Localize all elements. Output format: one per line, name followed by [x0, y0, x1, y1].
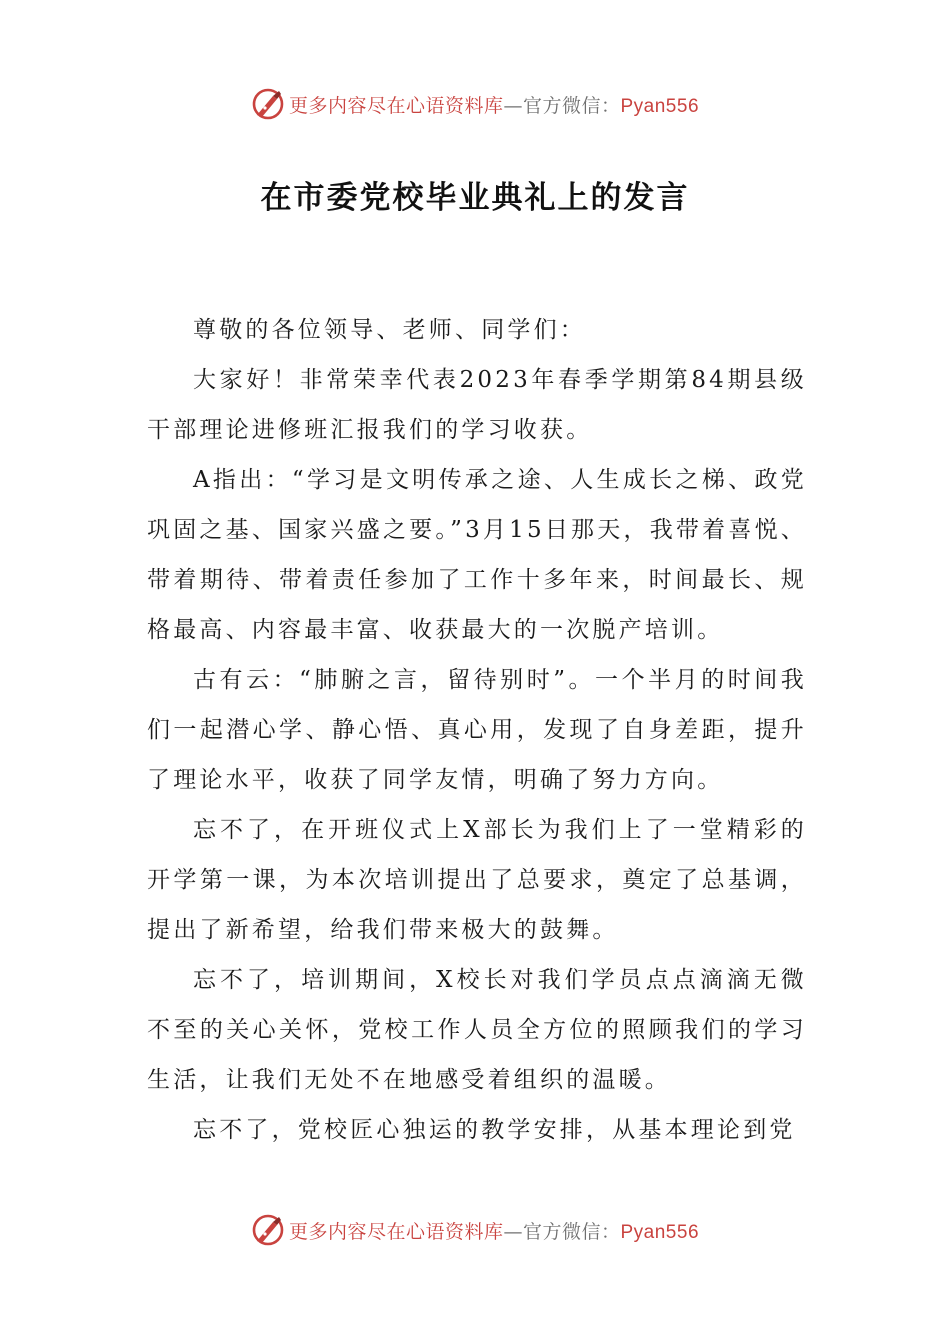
- paragraph: 忘不了，培训期间，X校长对我们学员点点滴滴无微不至的关心关怀，党校工作人员全方位的照顾我们的学习生活，让我们无处不在地感受着组织的温暖。: [147, 967, 807, 1093]
- watermark-wechat-id: Pyan556: [620, 95, 700, 117]
- watermark-text: [289, 1217, 699, 1244]
- paragraph-salutation: 尊敬的各位领导、老师、同学们：: [193, 317, 586, 343]
- watermark-brand: 更多内容尽在心语资料库: [288, 1220, 504, 1243]
- footer-watermark: [0, 1210, 950, 1250]
- watermark-brand: 更多内容尽在心语资料库: [288, 94, 504, 117]
- watermark-dash: —: [503, 1220, 523, 1243]
- watermark-wechat-id: Pyan556: [620, 1221, 700, 1243]
- paragraph: 忘不了，在开班仪式上X部长为我们上了一堂精彩的开学第一课，为本次培训提出了总要求，奠定了总基调，提出了新希望，给我们带来极大的鼓舞。: [147, 817, 807, 943]
- document-title: 在市委党校毕业典礼上的发言: [260, 180, 690, 216]
- paragraph: 忘不了，党校匠心独运的教学安排，从基本理论到党: [193, 1117, 796, 1143]
- watermark-text: [289, 91, 699, 118]
- pen-nib-circle-icon: [251, 87, 285, 121]
- paragraph: A指出：“学习是文明传承之途、人生成长之梯、政党巩固之基、国家兴盛之要。”3月15日那天，我带着喜悦、带着期待、带着责任参加了工作十多年来，时间最长、规格最高、内容最丰富、收获最大的一次脱产培训。: [147, 467, 807, 643]
- paragraph: 大家好！非常荣幸代表2023年春季学期第84期县级干部理论进修班汇报我们的学习收获。: [147, 367, 807, 443]
- watermark-label: 官方微信：: [522, 1220, 621, 1243]
- pen-nib-circle-icon: [251, 1213, 285, 1247]
- document-body: [147, 305, 807, 1155]
- header-watermark: [0, 84, 950, 124]
- watermark-dash: —: [503, 94, 523, 117]
- watermark-label: 官方微信：: [522, 94, 621, 117]
- paragraph: 古有云：“肺腑之言，留待别时”。一个半月的时间我们一起潜心学、静心悟、真心用，发现了自身差距，提升了理论水平，收获了同学友情，明确了努力方向。: [147, 667, 807, 793]
